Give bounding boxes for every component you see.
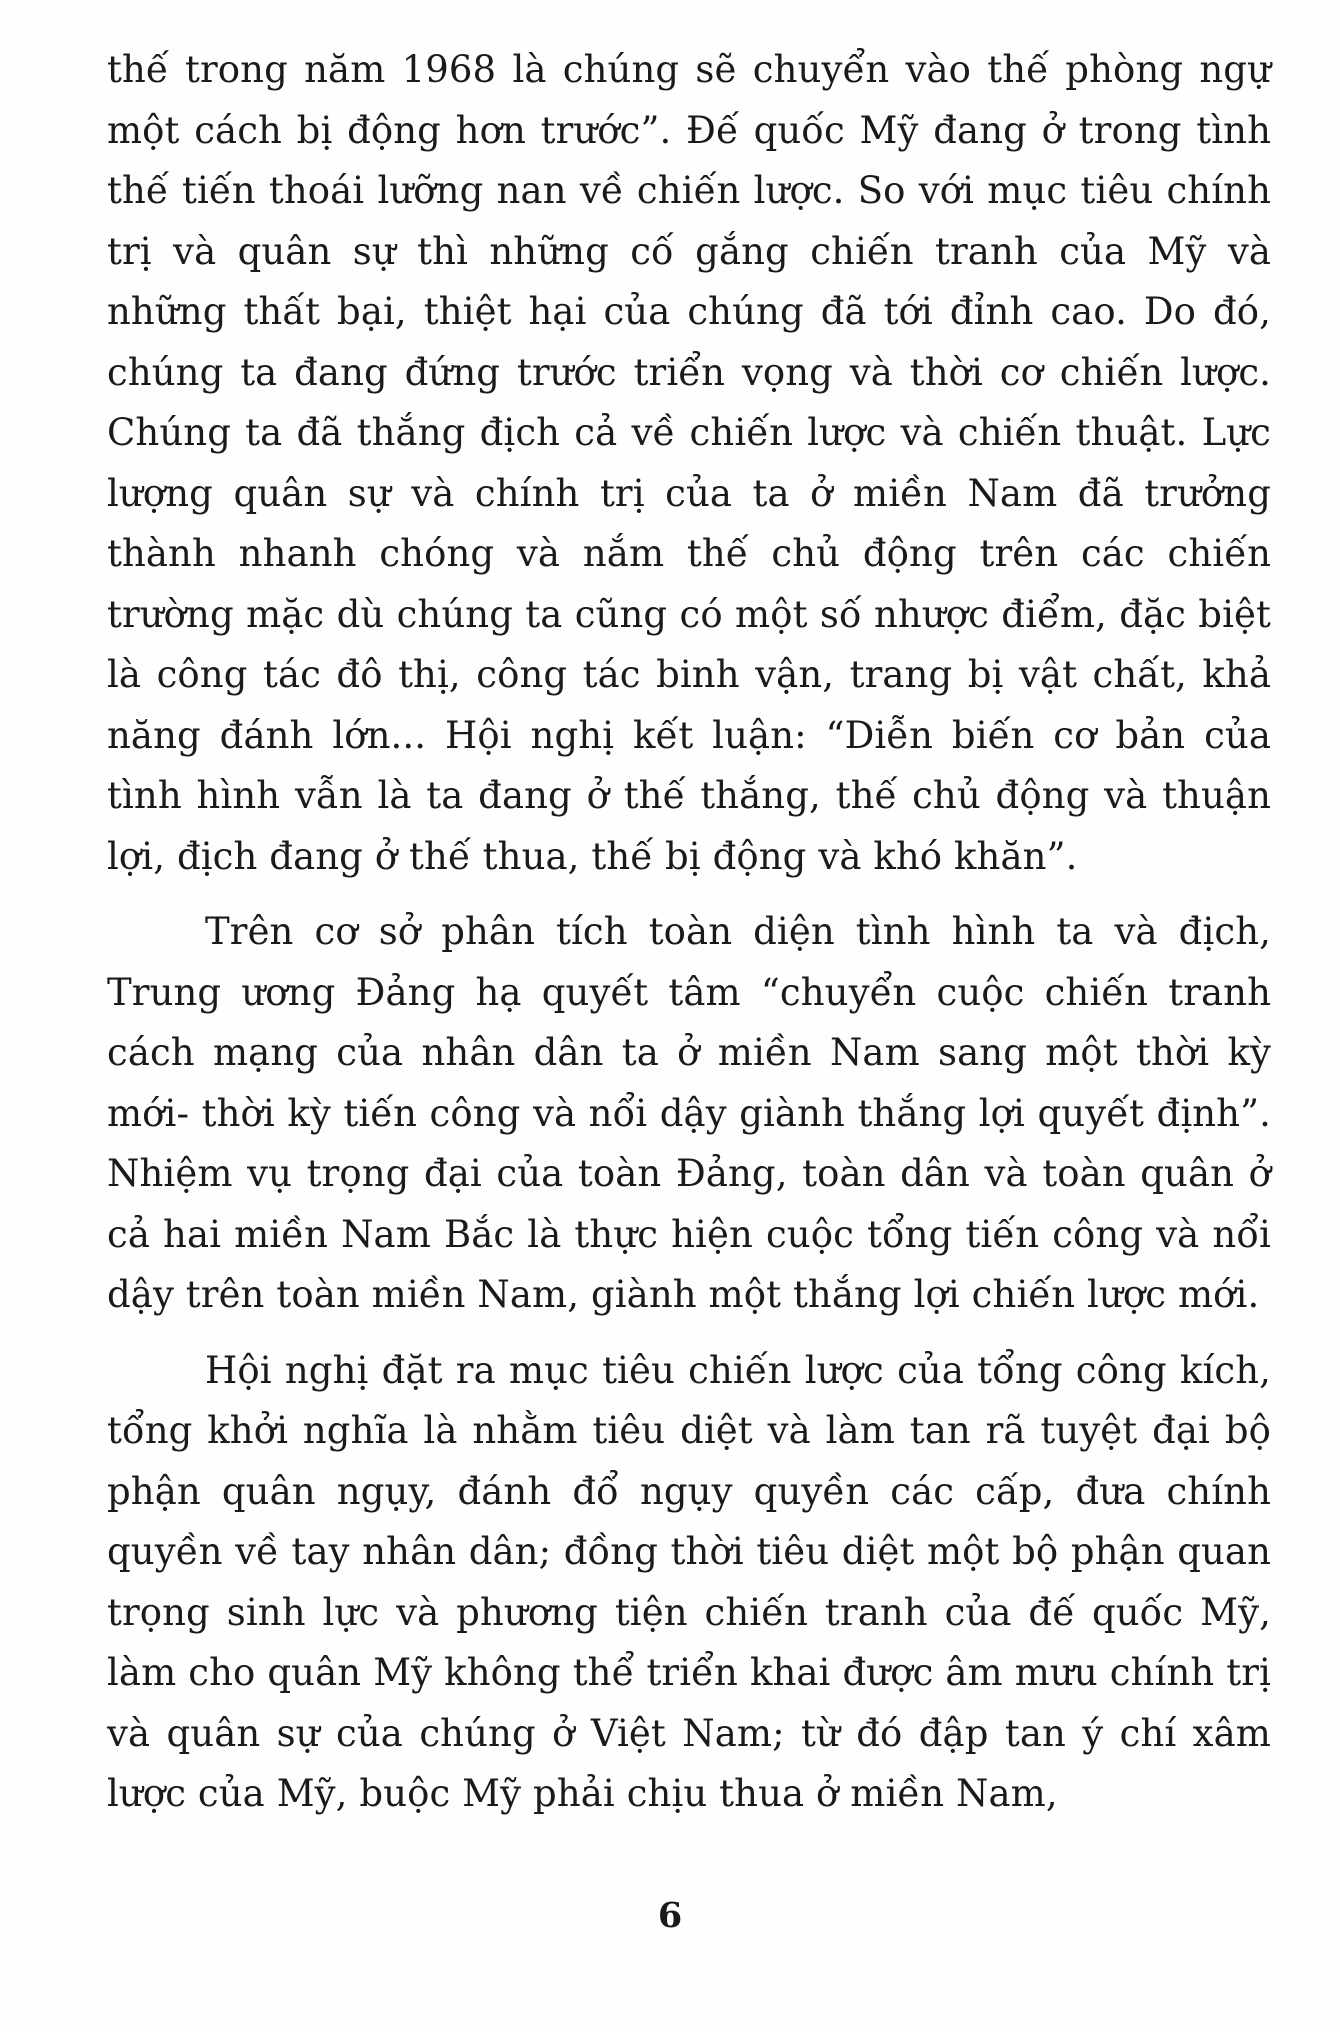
paragraph-3: Hội nghị đặt ra mục tiêu chiến lược của tổng công kích, tổng khởi nghĩa là nhằm tiêu diệt và làm tan rã tuyệt đại bộ phận quân ngụy, đánh đổ ngụy quyền các cấp, đưa chính quyền về tay nhân dân; đồng thời tiêu diệt một bộ phận quan trọng sinh lực và phương tiện chiến tranh của đế quốc Mỹ, làm cho quân Mỹ không thể triển khai được âm mưu chính trị và quân sự của chúng ở Việt Nam; từ đó đập tan ý chí xâm lược của Mỹ, buộc Mỹ phải chịu thua ở miền Nam, [107, 1348, 1271, 1815]
paragraph-2: Trên cơ sở phân tích toàn diện tình hình ta và địch, Trung ương Đảng hạ quyết tâm “chuyển cuộc chiến tranh cách mạng của nhân dân ta ở miền Nam sang một thời kỳ mới- thời kỳ tiến công và nổi dậy giành thắng lợi quyết định”. Nhiệm vụ trọng đại của toàn Đảng, toàn dân và toàn quân ở cả hai miền Nam Bắc là thực hiện cuộc tổng tiến công và nổi dậy trên toàn miền Nam, giành một thắng lợi chiến lược mới. [107, 910, 1271, 1316]
body-text [107, 40, 1271, 1825]
paragraph-1: thế trong năm 1968 là chúng sẽ chuyển vào thế phòng ngự một cách bị động hơn trước”. Đế quốc Mỹ đang ở trong tình thế tiến thoái lưỡng nan về chiến lược. So với mục tiêu chính trị và quân sự thì những cố gắng chiến tranh của Mỹ và những thất bại, thiệt hại của chúng đã tới đỉnh cao. Do đó, chúng ta đang đứng trước triển vọng và thời cơ chiến lược. Chúng ta đã thắng địch cả về chiến lược và chiến thuật. Lực lượng quân sự và chính trị của ta ở miền Nam đã trưởng thành nhanh chóng và nắm thế chủ động trên các chiến trường mặc dù chúng ta cũng có một số nhược điểm, đặc biệt là công tác đô thị, công tác binh vận, trang bị vật chất, khả năng đánh lớn... Hội nghị kết luận: “Diễn biến cơ bản của tình hình vẫn là ta đang ở thế thắng, thế chủ động và thuận lợi, địch đang ở thế thua, thế bị động và khó khăn”. [107, 48, 1271, 878]
page-number: 6 [657, 1895, 683, 1936]
